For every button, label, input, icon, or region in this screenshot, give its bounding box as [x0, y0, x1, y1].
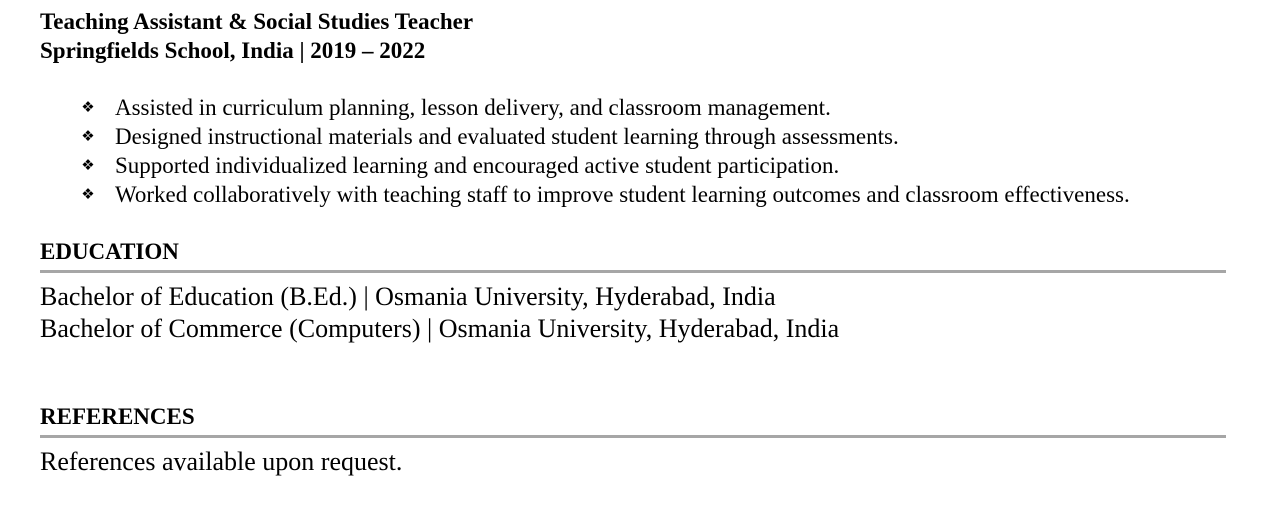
- education-entry: Bachelor of Commerce (Computers) | Osmania University, Hyderabad, India: [40, 314, 840, 343]
- job-employer-dates: Springfields School, India | 2019 – 2022: [40, 38, 426, 63]
- experience-bullet-text: Assisted in curriculum planning, lesson delivery, and classroom management.: [115, 95, 831, 120]
- experience-bullet: [0, 151, 1275, 180]
- diamond-bullet-icon: ❖: [81, 156, 95, 174]
- diamond-bullet-icon: ❖: [81, 98, 95, 116]
- job-title: Teaching Assistant & Social Studies Teacher: [40, 9, 474, 34]
- diamond-bullet-icon: ❖: [81, 185, 95, 203]
- education-heading: EDUCATION: [40, 239, 179, 264]
- diamond-bullet-icon: ❖: [81, 127, 95, 145]
- experience-bullet: [0, 180, 1275, 209]
- experience-bullet-text: Designed instructional materials and evaluated student learning through assessments.: [115, 124, 899, 149]
- education-divider: [40, 270, 1226, 273]
- experience-bullet-text: Worked collaboratively with teaching staff to improve student learning outcomes and classroom effectiveness.: [115, 182, 1130, 207]
- education-entry: Bachelor of Education (B.Ed.) | Osmania University, Hyderabad, India: [40, 282, 776, 311]
- experience-bullet: [0, 122, 1275, 151]
- references-text: References available upon request.: [40, 447, 403, 476]
- references-heading: REFERENCES: [40, 404, 195, 429]
- experience-bullet-text: Supported individualized learning and encouraged active student participation.: [115, 153, 840, 178]
- experience-bullet-list: [0, 93, 1275, 209]
- experience-bullet: [0, 93, 1275, 122]
- references-divider: [40, 435, 1226, 438]
